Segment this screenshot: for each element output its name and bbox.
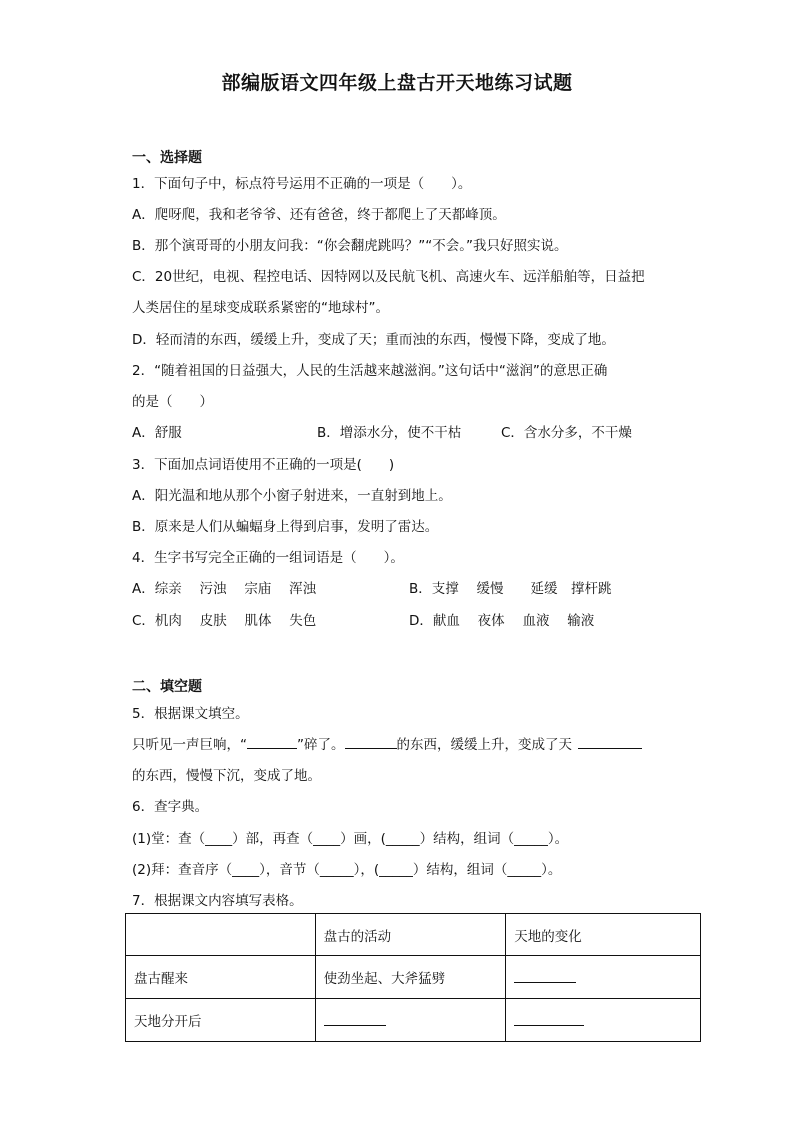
q7-table	[125, 913, 701, 1042]
section-heading-choice: 一、选择题	[132, 150, 202, 166]
q6-item-2: (2)拜：查音序（____），音节（_____），(_____）结构，组词（_____）。	[132, 862, 562, 878]
q1-stem: 1．下面句子中，标点符号运用不正确的一项是（ ）。	[132, 176, 472, 192]
q1-option-b: B．那个演哥哥的小朋友问我：“你会翻虎跳吗？”“不会。”我只好照实说。	[132, 238, 568, 254]
q4-option-d: D．献血 夜体 血液 输液	[409, 613, 595, 629]
table-cell-answer[interactable]	[506, 999, 701, 1042]
q2-stem-line1: 2．“随着祖国的日益强大，人民的生活越来越滋润。”这句话中“滋润”的意思正确	[132, 363, 608, 379]
q7-stem: 7．根据课文内容填写表格。	[132, 893, 303, 909]
table-header-row	[126, 914, 701, 956]
page-title: 部编版语文四年级上盘古开天地练习试题	[221, 72, 573, 94]
q1-option-d: D．轻而清的东西，缓缓上升，变成了天；重而浊的东西，慢慢下降，变成了地。	[132, 332, 615, 348]
q4-option-b: B．支撑 缓慢 延缓 撑杆跳	[409, 581, 612, 597]
table-cell: 盘古醒来	[126, 956, 316, 999]
q4-option-c: C．机肉 皮肤 肌体 失色	[132, 613, 317, 629]
table-cell-answer[interactable]	[506, 956, 701, 999]
q5-stem: 5．根据课文填空。	[132, 706, 249, 722]
q2-stem-line2: 的是（ ）	[132, 394, 213, 410]
q5-text-c: 的东西，缓缓上升，变成了天	[396, 737, 572, 753]
q3-option-b: B．原来是人们从蝙蝠身上得到启事，发明了雷达。	[132, 519, 439, 535]
q6-item-1: (1)堂：查（____）部，再查（____）画，(_____）结构，组词（_____）。	[132, 831, 569, 847]
table-cell: 使劲坐起、大斧猛劈	[315, 956, 506, 999]
table-cell: 天地分开后	[126, 999, 316, 1042]
q5-text-a: 只听见一声巨响，“	[132, 737, 247, 753]
q4-option-a: A．综亲 污浊 宗庙 浑浊	[132, 581, 317, 597]
table-row	[126, 956, 701, 999]
section-heading-fill: 二、填空题	[132, 679, 202, 695]
q3-stem: 3．下面加点词语使用不正确的一项是( )	[132, 457, 395, 473]
q2-option-b: B．增添水分，使不干枯	[317, 425, 462, 441]
q1-option-a: A．爬呀爬，我和老爷爷、还有爸爸，终于都爬上了天都峰顶。	[132, 207, 506, 223]
q2-option-c: C．含水分多，不干燥	[501, 425, 632, 441]
q1-option-c-line1: C．20世纪，电视、程控电话、因特网以及民航飞机、高速火车、远洋船舶等，日益把	[132, 269, 645, 285]
q5-blank-2[interactable]	[345, 734, 397, 749]
q5-line2: 的东西，慢慢下沉，变成了地。	[132, 768, 321, 784]
q2-option-a: A．舒服	[132, 425, 182, 441]
q5-text-b: ”碎了。	[297, 737, 345, 753]
answer-blank[interactable]	[514, 968, 576, 983]
q5-line1	[132, 733, 642, 753]
q5-blank-3[interactable]	[578, 734, 642, 749]
answer-blank[interactable]	[514, 1011, 584, 1026]
table-header-cell: 盘古的活动	[315, 914, 506, 956]
table-header-cell	[126, 914, 316, 956]
table-row	[126, 999, 701, 1042]
q6-stem: 6．查字典。	[132, 799, 209, 815]
table-cell-answer[interactable]	[315, 999, 506, 1042]
q1-option-c-line2: 人类居住的星球变成联系紧密的“地球村”。	[132, 300, 389, 316]
q3-option-a: A．阳光温和地从那个小窗子射进来，一直射到地上。	[132, 488, 452, 504]
q5-blank-1[interactable]	[247, 734, 297, 749]
answer-blank[interactable]	[324, 1011, 386, 1026]
q4-stem: 4．生字书写完全正确的一组词语是（ ）。	[132, 550, 404, 566]
table-header-cell: 天地的变化	[506, 914, 701, 956]
